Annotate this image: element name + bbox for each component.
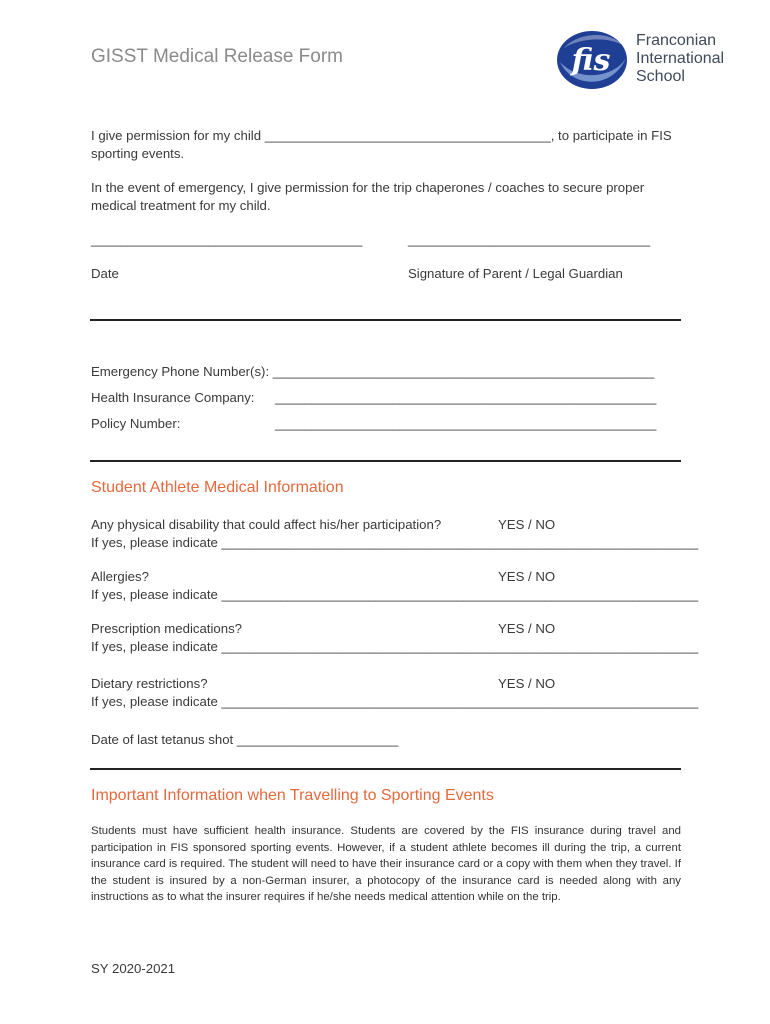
logo-wordmark bbox=[636, 32, 724, 86]
travel-info-heading: Important Information when Travelling to Sporting Events bbox=[91, 787, 494, 804]
question-disability: Any physical disability that could affect his/her participation? bbox=[91, 517, 442, 532]
logo-line-2: International bbox=[636, 50, 725, 67]
insurance-company-label: Health Insurance Company: bbox=[91, 390, 255, 405]
section-divider-2 bbox=[90, 460, 681, 462]
signature-label: Signature of Parent / Legal Guardian bbox=[408, 266, 623, 281]
indicate-prescriptions-field[interactable]: If yes, please indicate _________________________________________________________________ bbox=[91, 639, 699, 654]
logo-line-1: Franconian bbox=[636, 32, 717, 49]
section-divider-1 bbox=[90, 319, 681, 321]
indicate-dietary-field[interactable]: If yes, please indicate _________________________________________________________________ bbox=[91, 694, 699, 709]
school-year-label: SY 2020-2021 bbox=[91, 961, 176, 976]
indicate-disability-field[interactable]: If yes, please indicate _________________________________________________________________ bbox=[91, 535, 699, 550]
answer-dietary[interactable]: YES / NO bbox=[498, 676, 556, 691]
emergency-consent-line-2: medical treatment for my child. bbox=[91, 198, 271, 213]
form-title: GISST Medical Release Form bbox=[91, 46, 344, 67]
answer-disability[interactable]: YES / NO bbox=[498, 517, 556, 532]
answer-allergies[interactable]: YES / NO bbox=[498, 569, 556, 584]
question-dietary: Dietary restrictions? bbox=[91, 676, 208, 691]
date-field[interactable]: _____________________________________ bbox=[91, 232, 363, 247]
section-divider-3 bbox=[90, 768, 681, 770]
date-label: Date bbox=[91, 266, 119, 281]
permission-line-2: sporting events. bbox=[91, 146, 185, 161]
fis-mark-text: fis bbox=[571, 43, 611, 78]
logo-line-3: School bbox=[636, 68, 685, 85]
school-logo bbox=[554, 28, 744, 90]
fis-logo-mark bbox=[554, 28, 630, 90]
insurance-company-field[interactable]: ____________________________________________________ bbox=[275, 390, 657, 405]
medical-info-heading: Student Athlete Medical Information bbox=[91, 479, 344, 496]
signature-field[interactable]: _________________________________ bbox=[408, 232, 651, 247]
question-allergies: Allergies? bbox=[91, 569, 149, 584]
permission-line-1: I give permission for my child _______________________________________, to participate in FIS bbox=[91, 128, 672, 143]
policy-number-field[interactable]: ____________________________________________________ bbox=[275, 416, 657, 431]
answer-prescriptions[interactable]: YES / NO bbox=[498, 621, 556, 636]
question-prescriptions: Prescription medications? bbox=[91, 621, 242, 636]
emergency-consent-line-1: In the event of emergency, I give permission for the trip chaperones / coaches to secure proper bbox=[91, 180, 645, 195]
travel-info-paragraph: Students must have sufficient health insurance. Students are covered by the FIS insurance during travel and participation in FIS sponsored sporting events. However, if a student athlete becomes ill during the trip, a current insurance card is required. The student will need to have their insurance card or a copy with them when they travel. If the student is insured by a non-German insurer, a photocopy of the insurance card is needed along with any instructions as to what the insurer requires if he/she needs medical attention while on the trip. bbox=[91, 825, 681, 904]
tetanus-date-field[interactable]: Date of last tetanus shot ______________________ bbox=[91, 732, 399, 747]
policy-number-label: Policy Number: bbox=[91, 416, 181, 431]
indicate-allergies-field[interactable]: If yes, please indicate _________________________________________________________________ bbox=[91, 587, 699, 602]
emergency-phone-field[interactable]: Emergency Phone Number(s): ____________________________________________________ bbox=[91, 364, 655, 379]
